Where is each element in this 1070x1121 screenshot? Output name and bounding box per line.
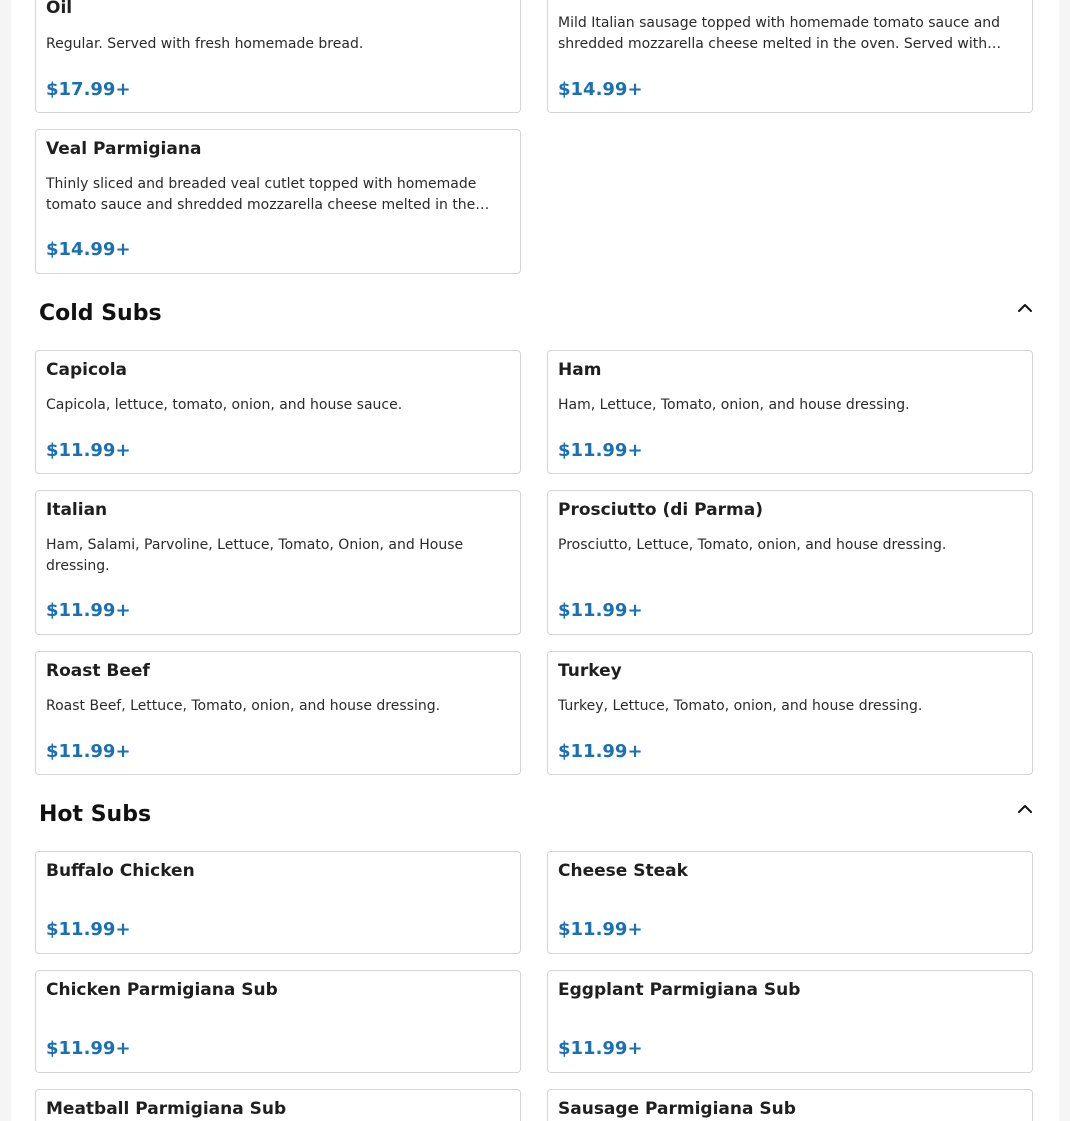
menu-item-description: Thinly sliced and breaded veal cutlet topped with homemade tomato sauce and shredded mozzarella cheese melted in the…: [46, 176, 490, 213]
menu-item-price: $11.99+: [558, 1038, 643, 1059]
menu-item-name: Prosciutto (di Parma): [558, 500, 763, 520]
collapse-section-button[interactable]: [1015, 799, 1035, 819]
menu-item-name: Capicola: [46, 360, 127, 380]
menu-item-description: Capicola, lettuce, tomato, onion, and house sauce.: [46, 397, 403, 413]
menu-item-name: Buffalo Chicken: [46, 861, 195, 881]
menu-page: [11, 0, 1059, 1121]
menu-item-price: $14.99+: [46, 239, 131, 260]
menu-item-card[interactable]: [547, 0, 1033, 113]
section-title-hot-subs: Hot Subs: [39, 802, 152, 827]
menu-item-name: Ham: [558, 360, 602, 380]
menu-item-price: $17.99+: [46, 79, 131, 100]
menu-item-name: Meatball Parmigiana Sub: [46, 1099, 287, 1119]
menu-item-card[interactable]: [35, 970, 521, 1073]
menu-item-card[interactable]: [547, 350, 1033, 474]
collapse-section-button[interactable]: [1015, 298, 1035, 318]
menu-item-name: Sausage Parmigiana Sub: [558, 1099, 796, 1119]
section-title-cold-subs: Cold Subs: [39, 301, 162, 326]
menu-item-description: Prosciutto, Lettuce, Tomato, onion, and house dressing.: [558, 537, 947, 553]
menu-item-name: Chicken Parmigiana Sub: [46, 980, 278, 1000]
chevron-up-icon: [1015, 799, 1035, 819]
menu-item-price: $11.99+: [558, 440, 643, 461]
menu-item-card[interactable]: [547, 851, 1033, 954]
menu-item-name: Oil: [46, 0, 73, 18]
menu-item-price: $11.99+: [46, 919, 131, 940]
menu-item-card[interactable]: [35, 651, 521, 775]
menu-item-card[interactable]: [35, 490, 521, 635]
menu-item-card[interactable]: [35, 851, 521, 954]
menu-item-price: $11.99+: [46, 600, 131, 621]
menu-item-description: Turkey, Lettuce, Tomato, onion, and house dressing.: [558, 698, 923, 714]
menu-item-description: Mild Italian sausage topped with homemade tomato sauce and shredded mozzarella cheese melted in the oven. Served with…: [558, 15, 1002, 52]
menu-item-description: Ham, Lettuce, Tomato, onion, and house dressing.: [558, 397, 910, 413]
menu-item-name: Cheese Steak: [558, 861, 688, 881]
menu-item-price: $11.99+: [46, 1038, 131, 1059]
menu-item-card[interactable]: [35, 1089, 521, 1121]
menu-item-name: Veal Parmigiana: [46, 139, 202, 159]
menu-item-card[interactable]: [35, 350, 521, 474]
menu-item-name: Eggplant Parmigiana Sub: [558, 980, 801, 1000]
menu-item-price: $11.99+: [46, 440, 131, 461]
menu-item-card[interactable]: [547, 651, 1033, 775]
menu-item-price: $11.99+: [558, 600, 643, 621]
menu-item-price: $11.99+: [558, 919, 643, 940]
menu-item-description: Ham, Salami, Parvoline, Lettuce, Tomato, Onion, and House dressing.: [46, 537, 464, 574]
menu-item-card[interactable]: [547, 490, 1033, 635]
menu-item-name: Turkey: [558, 661, 622, 681]
chevron-up-icon: [1015, 298, 1035, 318]
menu-item-price: $14.99+: [558, 79, 643, 100]
menu-item-name: Italian: [46, 500, 108, 520]
menu-item-card[interactable]: [35, 129, 521, 274]
menu-item-name: Roast Beef: [46, 661, 150, 681]
menu-item-card[interactable]: [547, 1089, 1033, 1121]
menu-item-price: $11.99+: [46, 741, 131, 762]
menu-item-description: Regular. Served with fresh homemade bread.: [46, 36, 364, 52]
menu-item-card[interactable]: [547, 970, 1033, 1073]
menu-item-price: $11.99+: [558, 741, 643, 762]
menu-item-card[interactable]: [35, 0, 521, 113]
menu-item-description: Roast Beef, Lettuce, Tomato, onion, and house dressing.: [46, 698, 441, 714]
